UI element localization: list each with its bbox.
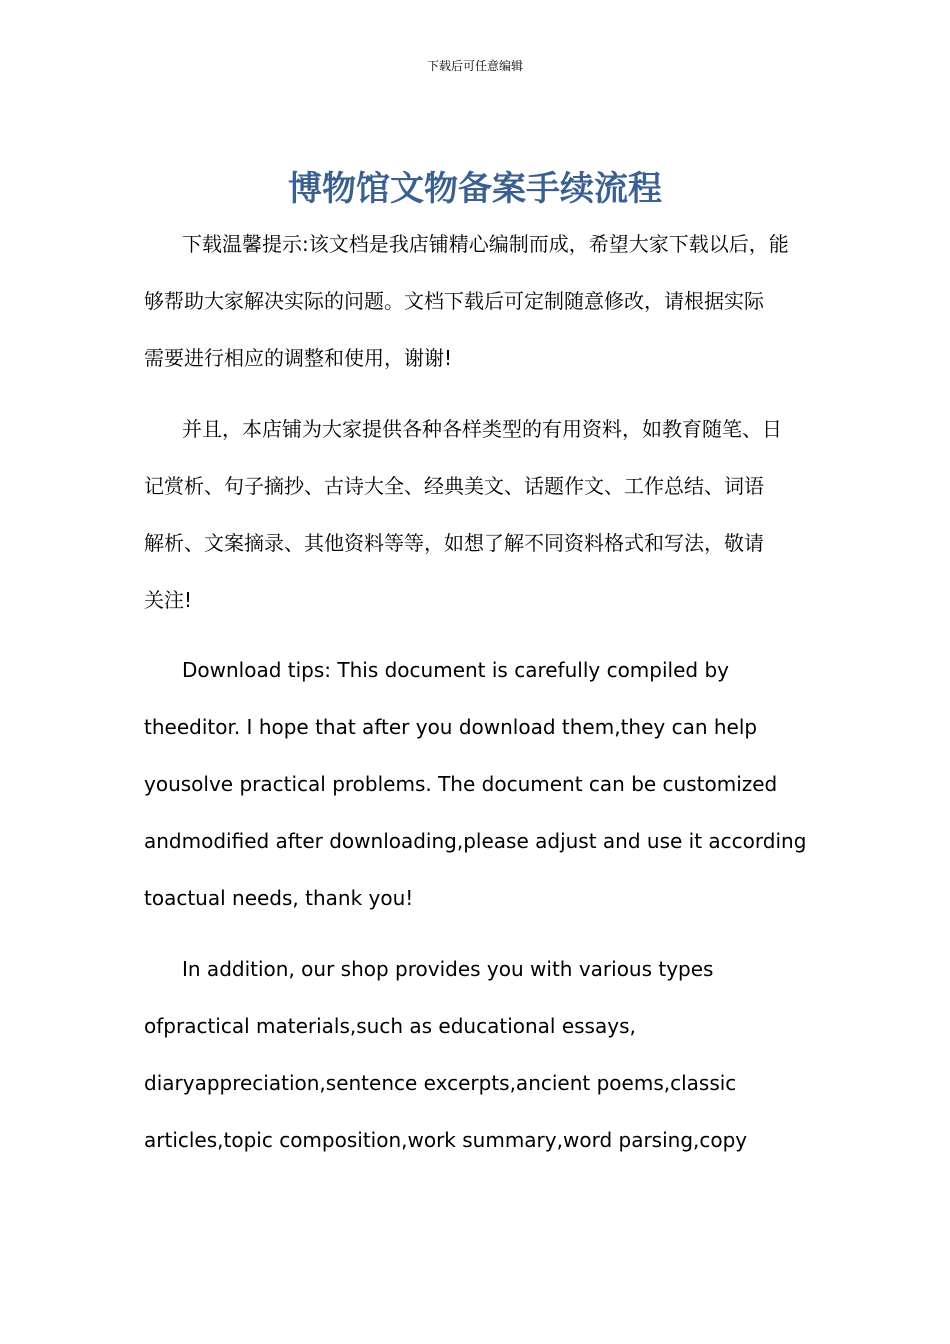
- page-header: 下载后可任意编辑: [426, 59, 523, 73]
- paragraph-shop-info-en: [144, 941, 809, 1169]
- paragraph-line: 并且，本店铺为大家提供各种各样类型的有用资料，如教育随笔、日: [182, 417, 782, 441]
- paragraph-line: 关注!: [144, 588, 193, 612]
- paragraph-line: andmodified after downloading,please adjust and use it according: [144, 829, 807, 853]
- paragraph-download-tips-zh: [144, 216, 809, 387]
- paragraph-line: 下载温馨提示:该文档是我店铺精心编制而成，希望大家下载以后，能: [182, 232, 789, 256]
- paragraph-line: yousolve practical problems. The document can be customized: [144, 772, 778, 796]
- paragraph-line: toactual needs, thank you!: [144, 886, 414, 910]
- document-title: 博物馆文物备案手续流程: [288, 169, 662, 209]
- paragraph-shop-info-zh: [144, 401, 809, 629]
- paragraph-line: theeditor. I hope that after you download them,they can help: [144, 715, 758, 739]
- paragraph-line: 够帮助大家解决实际的问题。文档下载后可定制随意修改，请根据实际: [144, 289, 764, 313]
- paragraph-download-tips-en: [144, 642, 809, 927]
- paragraph-line: 需要进行相应的调整和使用，谢谢!: [144, 346, 453, 370]
- paragraph-line: ofpractical materials,such as educational essays,: [144, 1014, 636, 1038]
- paragraph-line: Download tips: This document is carefully compiled by: [182, 658, 729, 682]
- paragraph-line: 记赏析、句子摘抄、古诗大全、经典美文、话题作文、工作总结、词语: [144, 474, 764, 498]
- paragraph-line: diaryappreciation,sentence excerpts,ancient poems,classic: [144, 1071, 737, 1095]
- paragraph-line: 解析、文案摘录、其他资料等等，如想了解不同资料格式和写法，敬请: [144, 531, 764, 555]
- paragraph-line: articles,topic composition,work summary,word parsing,copy: [144, 1128, 748, 1152]
- paragraph-line: In addition, our shop provides you with various types: [182, 957, 714, 981]
